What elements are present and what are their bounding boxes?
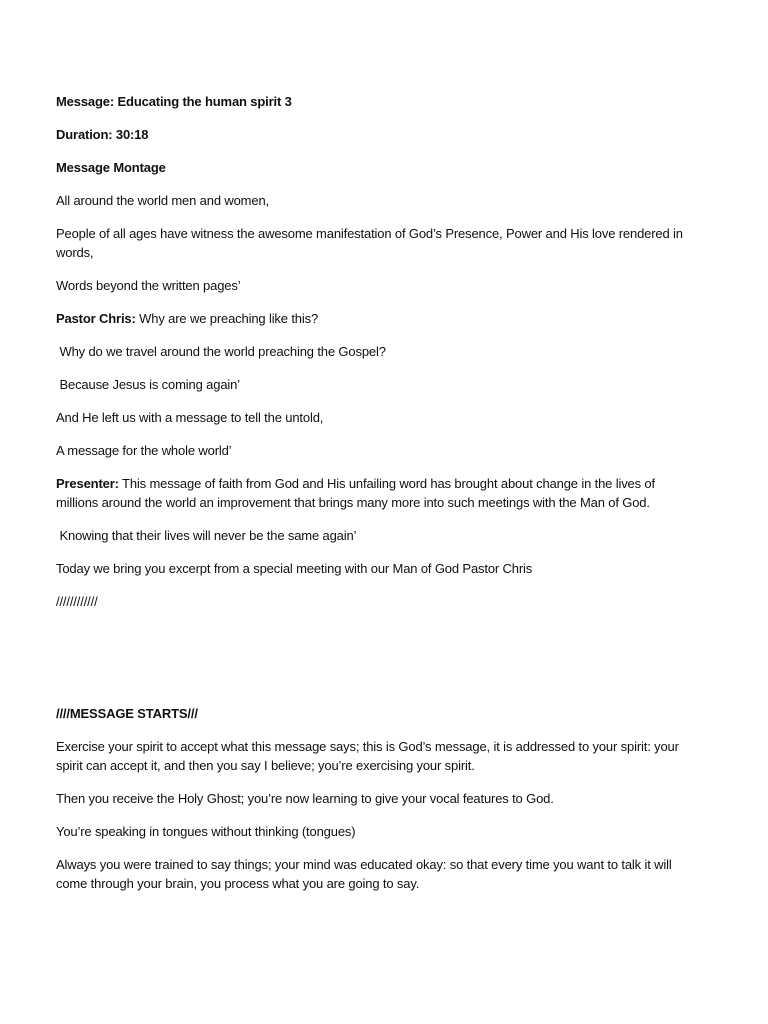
separator-slashes: ////////////: [56, 594, 98, 609]
presenter-paragraph: [56, 474, 686, 512]
message-starts-heading: ////MESSAGE STARTS///: [56, 706, 198, 721]
presenter-speaker-label: Presenter:: [56, 476, 119, 491]
section-gap: [56, 625, 686, 704]
pastor-line: [56, 309, 686, 328]
montage-line-1: Why do we travel around the world preaching the Gospel?: [56, 344, 386, 359]
intro-line-1: All around the world men and women,: [56, 193, 269, 208]
montage-line-3: And He left us with a message to tell the untold,: [56, 410, 324, 425]
document-page: [56, 92, 686, 907]
body-paragraph-4: Always you were trained to say things; your mind was educated okay: so that every time you want to talk it will come through your brain, you process what you are going to say.: [56, 857, 672, 891]
closing-line-1: Knowing that their lives will never be the same again’: [56, 528, 357, 543]
intro-line-3: Words beyond the written pages’: [56, 278, 241, 293]
pastor-speaker-label: Pastor Chris:: [56, 311, 136, 326]
message-montage-heading: Message Montage: [56, 160, 166, 175]
body-paragraph-3: You’re speaking in tongues without thinking (tongues): [56, 824, 356, 839]
closing-line-2: Today we bring you excerpt from a special meeting with our Man of God Pastor Chris: [56, 561, 533, 576]
duration: Duration: 30:18: [56, 127, 149, 142]
intro-line-2: People of all ages have witness the awesome manifestation of God’s Presence, Power and His love rendered in words,: [56, 226, 683, 260]
montage-line-2: Because Jesus is coming again’: [56, 377, 240, 392]
montage-line-4: A message for the whole world’: [56, 443, 232, 458]
body-paragraph-2: Then you receive the Holy Ghost; you’re now learning to give your vocal features to God.: [56, 791, 554, 806]
body-paragraph-1: Exercise your spirit to accept what this message says; this is God’s message, it is addressed to your spirit: your spirit can accept it, and then you say I believe; you’re exercising your spirit.: [56, 739, 679, 773]
message-title: Message: Educating the human spirit 3: [56, 94, 292, 109]
presenter-text: This message of faith from God and His unfailing word has brought about change in the lives of millions around the world an improvement that brings many more into such meetings with the Man of God.: [56, 476, 655, 510]
pastor-line-text: Why are we preaching like this?: [135, 311, 319, 326]
